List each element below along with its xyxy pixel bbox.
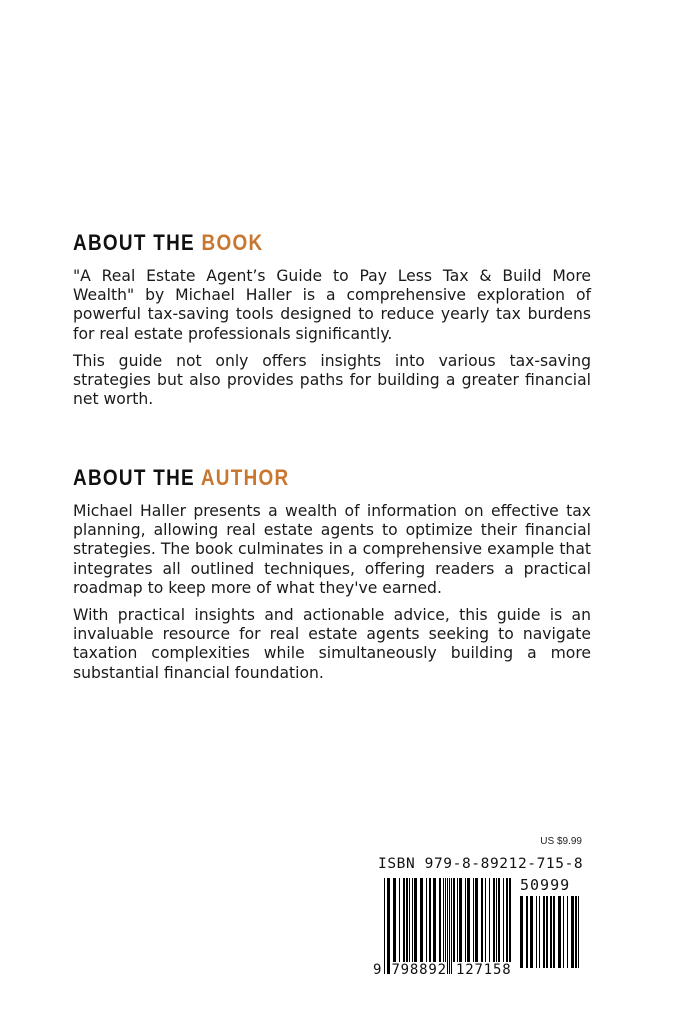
barcode-bar [409,878,410,962]
barcode-bar [387,878,390,974]
addon-barcode-bars [520,896,580,980]
isbn-barcode [370,836,588,986]
barcode-bar [403,878,405,962]
barcode-bar [475,878,478,962]
barcode-bar [445,878,446,962]
heading-prefix: ABOUT THE [73,230,202,255]
barcode-bar [393,878,396,962]
barcode-bar [520,896,523,968]
barcode-bar [539,896,540,968]
barcode-bar [485,878,486,962]
barcode-bar [473,878,474,962]
barcode-bar [399,878,400,962]
heading-accent: AUTHOR [200,465,290,490]
barcode-bar [498,878,500,962]
barcode-bar [439,878,441,962]
barcode-bar [550,896,552,968]
heading-prefix: ABOUT THE [73,465,201,490]
barcode-bar [453,878,455,962]
barcode-bar [553,896,555,968]
about-book-paragraph-2: This guide not only offers insights into various tax-saving strategies but also provides paths for building a greater financial net worth. [73,351,591,409]
barcode-bar [420,878,423,962]
barcode-bar [447,878,448,974]
barcode-bar [406,878,408,962]
barcode-bar [558,896,561,968]
barcode-bar [506,878,508,962]
barcode-bar [509,878,511,962]
barcode-bar [429,878,431,962]
about-book-paragraph-1: "A Real Estate Agent’s Guide to Pay Less Tax & Build More Wealth" by Michael Haller is a comprehensive exploration of powerful tax-saving tools designed to reduce yearly tax burdens for real estate professionals significantly. [73,267,591,343]
about-author-paragraph-1: Michael Haller presents a wealth of information on effective tax planning, allowing real estate agents to optimize their financial strategies. The book culminates in a comprehensive example that integrates all outlined techniques, offering readers a practical roadmap to keep more of what they've earned. [73,502,591,597]
barcode-bar [465,878,466,962]
barcode-bar [563,896,564,968]
barcode-bar [443,878,444,962]
barcode-bar [459,878,462,962]
barcode-bar [496,878,497,962]
barcode-bar [575,896,577,968]
about-author-section [73,465,591,691]
ean-digits: 9 798892 127158 [373,962,512,978]
barcode-bar [489,878,490,962]
barcode-bar [530,896,533,968]
barcode-bar [567,896,568,968]
about-author-paragraph-2: With practical insights and actionable advice, this guide is an invaluable resource for real estate agents seeking to navigate taxation complexities while simultaneously building a more substantial financial foundation. [73,606,591,682]
price-addon-digits: 50999 [520,876,571,894]
about-book-section [73,230,591,417]
barcode-bar [467,878,470,962]
barcode-bar [543,896,545,968]
barcode-bar [451,878,452,974]
about-author-heading [73,465,518,491]
ean-barcode-bars [384,878,514,974]
barcode-bar [578,896,579,968]
barcode-bar [457,878,458,962]
barcode-bar [536,896,537,968]
barcode-bar [426,878,427,962]
isbn-number: ISBN 979-8-89212-715-8 [378,856,584,872]
barcode-bar [449,878,450,974]
barcode-bar [433,878,436,962]
price-label: US $9.99 [540,836,582,847]
barcode-bar [546,896,548,968]
barcode-bar [503,878,504,962]
barcode-bar [571,896,574,968]
barcode-bar [414,878,417,962]
barcode-bar [384,878,385,974]
barcode-bar [412,878,413,962]
heading-accent: BOOK [201,230,264,255]
barcode-bar [526,896,528,968]
barcode-bar [493,878,495,962]
barcode-bar [481,878,483,962]
about-book-heading [73,230,518,256]
